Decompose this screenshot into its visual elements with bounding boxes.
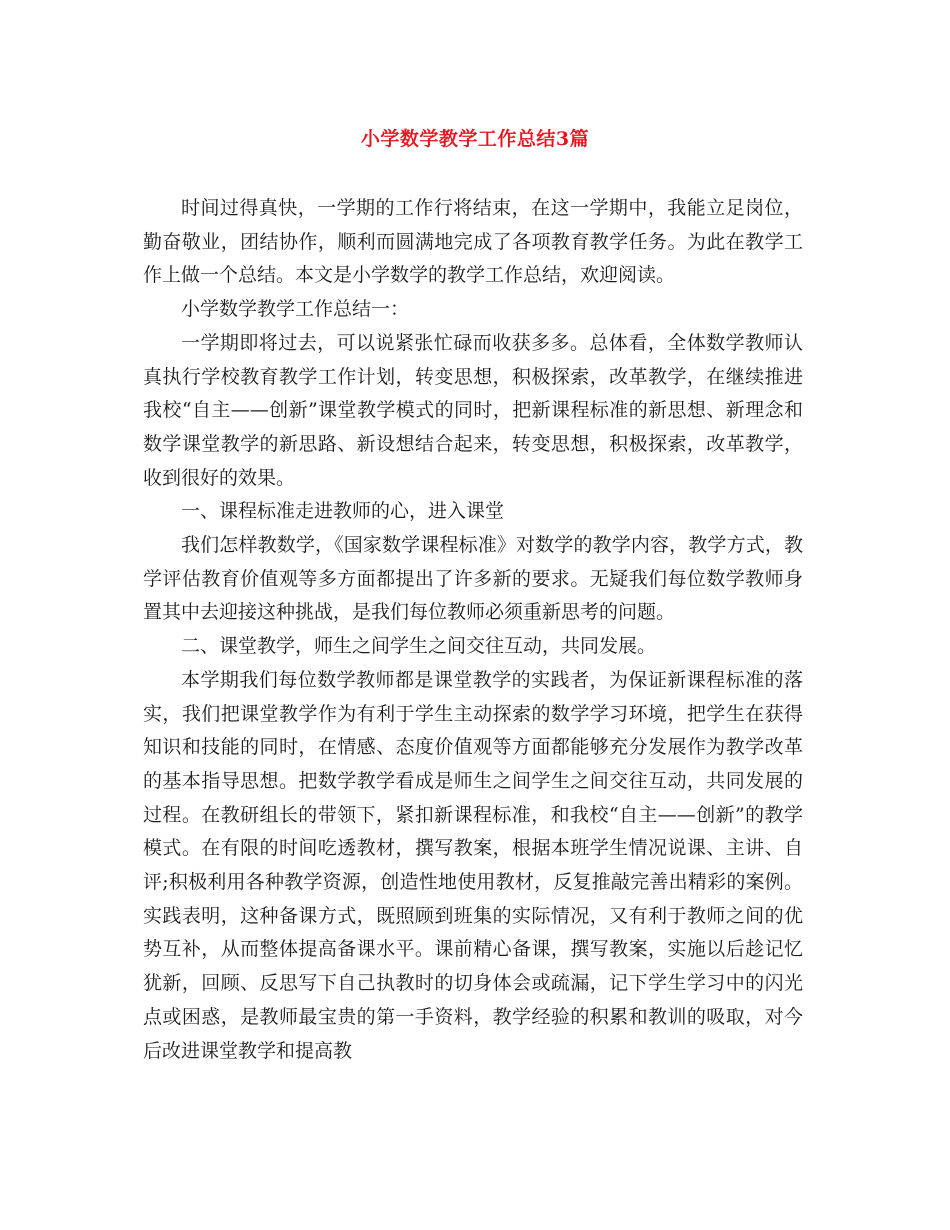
- document-title: 小学数学教学工作总结3篇: [360, 128, 590, 150]
- paragraph-section-heading-1: 小学数学教学工作总结一：: [181, 298, 410, 321]
- document-body: [143, 192, 803, 1068]
- paragraph-intro: 时间过得真快，一学期的工作行将结束，在这一学期中，我能立足岗位，勤奋敬业，团结协作，顺利而圆满地完成了各项教育教学任务。为此在教学工作上做一个总结。本文是小学数学的教学工作总结，欢迎阅读。: [143, 197, 803, 287]
- paragraph-summary: 一学期即将过去，可以说紧张忙碌而收获多多。总体看，全体数学教师认真执行学校教育教学工作计划，转变思想，积极探索，改革教学，在继续推进我校“自主——创新”课堂教学模式的同时，把新课程标准的新思想、新理念和数学课堂教学的新思路、新设想结合起来，转变思想，积极探索，改革教学，收到很好的效果。: [143, 331, 803, 489]
- paragraph-curriculum: 我们怎样教数学，《国家数学课程标准》对数学的教学内容，教学方式，教学评估教育价值观等多方面都提出了许多新的要求。无疑我们每位数学教师身置其中去迎接这种挑战，是我们每位教师必须重新思考的问题。: [143, 534, 803, 624]
- paragraph-heading-curriculum: 一、课程标准走进教师的心，进入课堂: [181, 500, 505, 523]
- paragraph-classroom: 本学期我们每位数学教师都是课堂教学的实践者，为保证新课程标准的落实，我们把课堂教学作为有利于学生主动探索的数学学习环境，把学生在获得知识和技能的同时，在情感、态度价值观等方面都能够充分发展作为教学改革的基本指导思想。把数学教学看成是师生之间学生之间交往互动，共同发展的过程。在教研组长的带领下，紧扣新课程标准，和我校“自主——创新”的教学模式。在有限的时间吃透教材，撰写教案，根据本班学生情况说课、主讲、自评;积极利用各种教学资源，创造性地使用教材，反复推敲完善出精彩的案例。实践表明，这种备课方式，既照顾到班集的实际情况，又有利于教师之间的优势互补，从而整体提高备课水平。课前精心备课，撰写教案，实施以后趁记忆犹新，回顾、反思写下自己执教时的切身体会或疏漏，记下学生学习中的闪光点或困惑，是教师最宝贵的第一手资料，教学经验的积累和教训的吸取，对今后改进课堂教学和提高教: [143, 668, 803, 1062]
- paragraph-heading-classroom: 二、课堂教学，师生之间学生之间交往互动，共同发展。: [181, 635, 657, 658]
